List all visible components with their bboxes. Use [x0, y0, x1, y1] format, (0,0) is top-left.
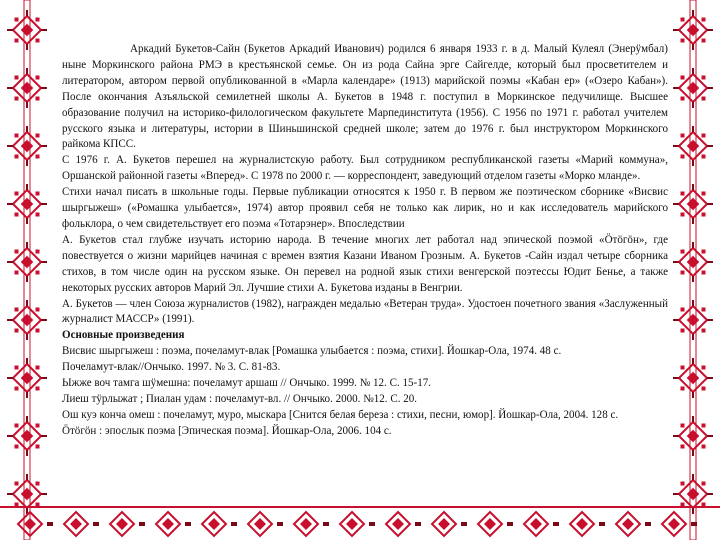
- ornament-stem: [41, 145, 47, 147]
- ornament-dot: [36, 155, 40, 159]
- ornament-dot: [15, 308, 19, 312]
- ornament-inner-diamond: [116, 518, 128, 530]
- ornament-dot: [15, 424, 19, 428]
- ornament-dot: [681, 18, 685, 22]
- ornament-band: [0, 506, 720, 508]
- ornament-stem: [707, 261, 713, 263]
- ornament-stem: [41, 29, 47, 31]
- ornament-stem: [692, 242, 694, 248]
- ornament-dot: [702, 329, 706, 333]
- ornament-stem: [41, 493, 47, 495]
- ornament-inner-diamond: [687, 140, 700, 153]
- ornament-band: [24, 0, 30, 540]
- ornament-stem: [707, 29, 713, 31]
- ornament-stem: [692, 44, 694, 50]
- ornament-dot: [702, 445, 706, 449]
- ornament-dot: [681, 76, 685, 80]
- ornament-stem: [7, 435, 13, 437]
- ornament-dot: [15, 18, 19, 22]
- ornament-dot: [681, 329, 685, 333]
- ornament-stem: [93, 522, 99, 526]
- ornament-dot: [36, 482, 40, 486]
- bio-paragraph-journalism: С 1976 г. А. Букетов перешел на журналистскую работу. Был сотрудником республиканской газеты «Марий коммуна», Оршанской районной газеты «Вперед». С 1978 по 2000 г. — корреспондент, заведующий отделом газеты «Морко мланде».: [62, 154, 668, 183]
- ornament-stem: [707, 145, 713, 147]
- ornament-inner-diamond: [21, 430, 34, 443]
- ornament-dot: [36, 329, 40, 333]
- ornament-dot: [36, 213, 40, 217]
- ornament-dot: [702, 250, 706, 254]
- right-ornament-border: [666, 0, 720, 540]
- bio-paragraph-birth-education: Аркадий Букетов-Сайн (Букетов Аркадий Иванович) родился 6 января 1933 г. в д. Малый Кулеял (Энерӱмбал) ныне Моркинского района РМЭ в крестьянской семье. Он из рода Сайна эрге Сайгелде, который был просветителем и литератором, автором первой опубликованной в «Марла календаре» (1913) марийской поэмы «Кабан ер» («Озеро Кабан»). После окончания Азъяльской семилетней школы А. Букетов в 1948 г. поступил в Моркинское педучилище. Высшее образование получил на историко-филологическом факультете Марпединститута (1956). С 1956 по 1971 г. работал учителем русского языка и литературы, истории в Шиньшинской средней школе; затем до 1976 г. был инструктором Моркинского райкома КПСС.: [62, 43, 668, 151]
- ornament-inner-diamond: [21, 24, 34, 37]
- ornament-dot: [36, 445, 40, 449]
- ornament-dot: [681, 308, 685, 312]
- ornament-inner-diamond: [576, 518, 588, 530]
- ornament-stem: [692, 416, 694, 422]
- works-list: [62, 344, 668, 439]
- ornament-dot: [681, 445, 685, 449]
- ornament-stem: [673, 261, 679, 263]
- works-item: Ош куэ конча омеш : почеламут, муро, мыскара [Снится белая береза : стихи, песни, юмор]. Йошкар-Ола, 2004. 128 с.: [62, 408, 619, 421]
- ornament-stem: [507, 522, 513, 526]
- ornament-stem: [41, 319, 47, 321]
- ornament-stem: [26, 68, 28, 74]
- ornament-stem: [7, 203, 13, 205]
- works-item: Ӧтӧгӧн : эпослык поэма [Эпическая поэма]. Йошкар-Ола, 2006. 104 с.: [62, 424, 392, 437]
- ornament-dot: [702, 18, 706, 22]
- ornament-dot: [15, 97, 19, 101]
- ornament-stem: [26, 184, 28, 190]
- ornament-stem: [26, 160, 28, 166]
- ornament-stem: [26, 450, 28, 456]
- ornament-stem: [7, 145, 13, 147]
- ornament-dot: [681, 155, 685, 159]
- ornament-stem: [707, 319, 713, 321]
- ornament-dot: [702, 97, 706, 101]
- ornament-stem: [461, 522, 467, 526]
- ornament-dot: [702, 482, 706, 486]
- ornament-inner-diamond: [254, 518, 266, 530]
- ornament-stem: [691, 522, 697, 526]
- ornament-inner-diamond: [300, 518, 312, 530]
- ornament-dot: [15, 76, 19, 80]
- works-item: Висвис шыргыжеш : поэма, почеламут-влак [Ромашка улыбается : поэма, стихи]. Йошкар-Ола, 1974. 48 с.: [62, 345, 562, 358]
- ornament-stem: [26, 44, 28, 50]
- ornament-stem: [692, 334, 694, 340]
- ornament-inner-diamond: [21, 256, 34, 269]
- ornament-inner-diamond: [208, 518, 220, 530]
- ornament-inner-diamond: [438, 518, 450, 530]
- ornament-stem: [7, 493, 13, 495]
- ornament-dot: [702, 76, 706, 80]
- ornament-stem: [7, 319, 13, 321]
- ornament-stem: [673, 29, 679, 31]
- ornament-stem: [369, 522, 375, 526]
- ornament-inner-diamond: [484, 518, 496, 530]
- ornament-stem: [692, 68, 694, 74]
- ornament-inner-diamond: [530, 518, 542, 530]
- ornament-dot: [36, 76, 40, 80]
- ornament-stem: [415, 522, 421, 526]
- ornament-stem: [692, 218, 694, 224]
- ornament-stem: [673, 145, 679, 147]
- bio-paragraph-awards: А. Букетов — член Союза журналистов (1982), награжден медалью «Ветеран труда». Удостоен почетного звания «Заслуженный журналист МАССР» (1991).: [62, 297, 668, 326]
- ornament-stem: [26, 276, 28, 282]
- ornament-dot: [36, 424, 40, 428]
- left-ornament-border: [0, 0, 54, 540]
- ornament-stem: [185, 522, 191, 526]
- ornament-stem: [599, 522, 605, 526]
- ornament-inner-diamond: [346, 518, 358, 530]
- ornament-dot: [681, 97, 685, 101]
- ornament-inner-diamond: [668, 518, 680, 530]
- ornament-stem: [41, 377, 47, 379]
- ornament-stem: [707, 493, 713, 495]
- ornament-stem: [645, 522, 651, 526]
- ornament-stem: [7, 87, 13, 89]
- ornament-inner-diamond: [21, 314, 34, 327]
- ornament-stem: [41, 435, 47, 437]
- ornament-stem: [26, 102, 28, 108]
- ornament-stem: [692, 474, 694, 480]
- ornament-dot: [36, 250, 40, 254]
- ornament-inner-diamond: [687, 24, 700, 37]
- ornament-stem: [692, 102, 694, 108]
- document-body: [62, 42, 668, 440]
- ornament-dot: [15, 134, 19, 138]
- ornament-stem: [7, 377, 13, 379]
- ornament-dot: [702, 271, 706, 275]
- ornament-dot: [681, 134, 685, 138]
- ornament-stem: [26, 392, 28, 398]
- works-item: Лиеш тӱрлыжат ; Пиалан удам : почеламут-вл. // Ончыко. 2000. №12. С. 20.: [62, 392, 418, 405]
- works-item: Ыжже воч тамга шӱмешна: почеламут аршаш // Ончыко. 1999. № 12. С. 15-17.: [62, 377, 432, 390]
- ornament-stem: [707, 377, 713, 379]
- ornament-inner-diamond: [687, 488, 700, 501]
- ornament-inner-diamond: [24, 518, 36, 530]
- ornament-inner-diamond: [687, 256, 700, 269]
- ornament-pattern-left: [0, 0, 54, 540]
- ornament-dot: [15, 39, 19, 43]
- ornament-stem: [41, 261, 47, 263]
- ornament-dot: [15, 250, 19, 254]
- ornament-stem: [139, 522, 145, 526]
- ornament-dot: [15, 366, 19, 370]
- ornament-stem: [692, 358, 694, 364]
- ornament-dot: [681, 482, 685, 486]
- ornament-dot: [681, 250, 685, 254]
- ornament-dot: [702, 134, 706, 138]
- ornament-stem: [47, 522, 53, 526]
- ornament-dot: [702, 366, 706, 370]
- ornament-inner-diamond: [622, 518, 634, 530]
- ornament-inner-diamond: [21, 140, 34, 153]
- ornament-inner-diamond: [687, 82, 700, 95]
- ornament-inner-diamond: [687, 314, 700, 327]
- ornament-inner-diamond: [687, 198, 700, 211]
- ornament-dot: [702, 424, 706, 428]
- ornament-dot: [15, 192, 19, 196]
- works-heading: Основные произведения: [62, 329, 185, 342]
- ornament-dot: [681, 366, 685, 370]
- ornament-dot: [681, 39, 685, 43]
- ornament-dot: [36, 134, 40, 138]
- ornament-pattern-bottom: [0, 500, 720, 540]
- ornament-stem: [26, 358, 28, 364]
- ornament-dot: [702, 192, 706, 196]
- ornament-dot: [681, 192, 685, 196]
- ornament-stem: [7, 29, 13, 31]
- bottom-ornament-border: [0, 500, 720, 540]
- ornament-stem: [673, 87, 679, 89]
- ornament-stem: [692, 450, 694, 456]
- ornament-stem: [692, 276, 694, 282]
- ornament-inner-diamond: [21, 198, 34, 211]
- ornament-dot: [36, 271, 40, 275]
- ornament-dot: [681, 424, 685, 428]
- ornament-dot: [702, 155, 706, 159]
- ornament-dot: [702, 308, 706, 312]
- ornament-stem: [41, 87, 47, 89]
- ornament-stem: [692, 10, 694, 16]
- ornament-dot: [15, 445, 19, 449]
- ornament-dot: [36, 39, 40, 43]
- ornament-inner-diamond: [392, 518, 404, 530]
- ornament-stem: [26, 242, 28, 248]
- ornament-stem: [673, 435, 679, 437]
- ornament-stem: [707, 87, 713, 89]
- ornament-stem: [692, 392, 694, 398]
- ornament-stem: [692, 300, 694, 306]
- ornament-dot: [36, 366, 40, 370]
- ornament-stem: [277, 522, 283, 526]
- ornament-inner-diamond: [21, 488, 34, 501]
- ornament-dot: [36, 18, 40, 22]
- ornament-inner-diamond: [21, 82, 34, 95]
- ornament-stem: [673, 319, 679, 321]
- ornament-pattern-right: [666, 0, 720, 540]
- ornament-inner-diamond: [687, 372, 700, 385]
- ornament-dot: [15, 155, 19, 159]
- ornament-stem: [26, 218, 28, 224]
- ornament-stem: [26, 416, 28, 422]
- ornament-stem: [26, 334, 28, 340]
- ornament-dot: [681, 271, 685, 275]
- ornament-stem: [231, 522, 237, 526]
- ornament-dot: [702, 387, 706, 391]
- ornament-stem: [692, 160, 694, 166]
- ornament-dot: [15, 213, 19, 217]
- ornament-stem: [7, 261, 13, 263]
- ornament-dot: [36, 97, 40, 101]
- ornament-stem: [553, 522, 559, 526]
- ornament-dot: [15, 329, 19, 333]
- ornament-band: [690, 0, 696, 540]
- ornament-inner-diamond: [162, 518, 174, 530]
- ornament-dot: [702, 213, 706, 217]
- ornament-stem: [26, 474, 28, 480]
- ornament-stem: [673, 203, 679, 205]
- ornament-dot: [36, 308, 40, 312]
- ornament-stem: [323, 522, 329, 526]
- ornament-dot: [702, 39, 706, 43]
- ornament-inner-diamond: [687, 430, 700, 443]
- ornament-stem: [673, 377, 679, 379]
- ornament-dot: [681, 213, 685, 217]
- ornament-stem: [707, 203, 713, 205]
- ornament-dot: [15, 387, 19, 391]
- bio-paragraph-poetry-start: Стихи начал писать в школьные годы. Первые публикации относятся к 1950 г. В первом же поэтическом сборнике «Висвис шыргыжеш» («Ромашка улыбается», 1974) автор проявил себя не только как лирик, но и как исследователь марийского фольклора, о чем свидетельствует его поэма «Тотарэнер». Впоследствии: [62, 186, 668, 230]
- ornament-dot: [36, 387, 40, 391]
- works-item: Почеламут-влак//Ончыко. 1997. № 3. С. 81-83.: [62, 361, 281, 374]
- ornament-stem: [673, 493, 679, 495]
- ornament-dot: [36, 192, 40, 196]
- ornament-inner-diamond: [70, 518, 82, 530]
- bio-paragraph-epic-poem: А. Букетов стал глубже изучать историю народа. В течение многих лет работал над эпической поэмой «Ӧтӧгӧн», где повествуется о жизни марийцев начиная с времен взятия Казани Иваном Грозным. А. Букетов -Сайн издал четыре сборника стихов, в том числе один на русском языке. Он перевел на родной язык стихи венгерской поэтессы Юдит Бенье, а также некоторых русских авторов Марий Эл. Лучшие стихи А. Букетова изданы в Венгрии.: [62, 233, 668, 294]
- ornament-stem: [692, 126, 694, 132]
- ornament-dot: [15, 482, 19, 486]
- ornament-stem: [41, 203, 47, 205]
- ornament-stem: [26, 300, 28, 306]
- ornament-dot: [681, 387, 685, 391]
- ornament-stem: [707, 435, 713, 437]
- ornament-stem: [26, 126, 28, 132]
- ornament-inner-diamond: [21, 372, 34, 385]
- ornament-stem: [692, 184, 694, 190]
- ornament-stem: [26, 10, 28, 16]
- ornament-dot: [15, 271, 19, 275]
